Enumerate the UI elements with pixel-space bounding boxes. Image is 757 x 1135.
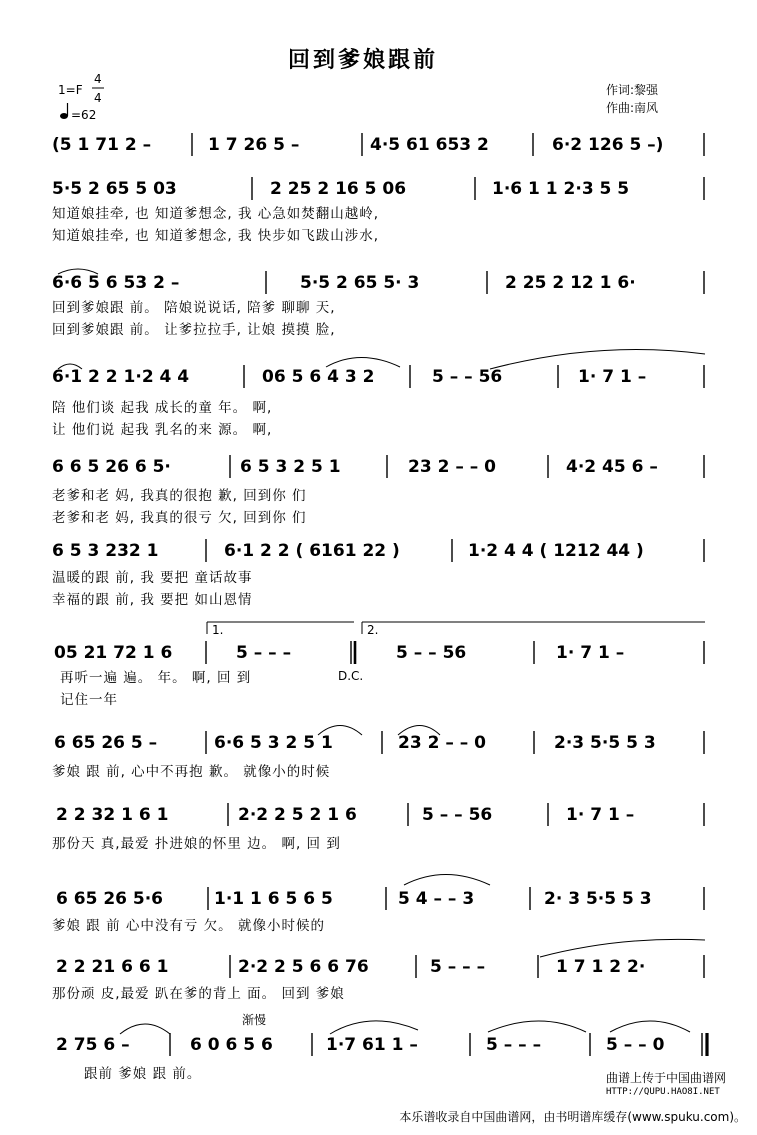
composer-credit: 作曲:南风 [606, 101, 659, 115]
lyric-verse-1: 爹娘 跟 前, 心中不再抱 歉。 就像小的时候 [52, 764, 331, 780]
score-line-2 [52, 177, 704, 244]
measure: 5 – – – [486, 1035, 542, 1055]
measure: 5·5 2 65 5 03 [52, 179, 177, 199]
lyric-verse-1: 陪 他们谈 起我 成长的童 年。 啊, [52, 400, 273, 416]
measure: 6·1 2 2 1·2 4 4 [52, 367, 190, 387]
measure: 05 21 72 1 6 [54, 643, 173, 663]
slur [610, 1021, 690, 1032]
lyric-verse-1: 那份顽 皮,最爱 趴在爹的背上 面。 回到 爹娘 [52, 986, 345, 1002]
measure: 2 75 6 – [56, 1035, 130, 1055]
measure: 6 5 3 2 5 1 [240, 457, 341, 477]
measure: 5 – – 56 [422, 805, 493, 825]
lyric-verse-1: 知道娘挂牵, 也 知道爹想念, 我 心急如焚翻山越岭, [52, 206, 380, 222]
measure: 6 65 26 5·6 [56, 889, 164, 909]
measure: 6 5 3 232 1 [52, 541, 159, 561]
measure: 1·7 61 1 – [326, 1035, 418, 1055]
time-signature-bottom: 4 [94, 91, 102, 105]
watermark-url: HTTP://QUPU.HAO8I.NET [606, 1087, 720, 1097]
tempo-change-mark: 渐慢 [242, 1013, 267, 1027]
lyric-verse-1: 爹娘 跟 前 心中没有亏 欠。 就像小时候的 [52, 918, 325, 934]
measure: 23 2 – – 0 [408, 457, 496, 477]
measure: 5 – – 56 [396, 643, 467, 663]
measure: 1· 7 1 – [556, 643, 625, 663]
site-watermark [606, 1070, 726, 1097]
measure: 4·2 45 6 – [566, 457, 658, 477]
measure: 2 2 21 6 6 1 [56, 957, 169, 977]
lyric-verse-1: 温暖的跟 前, 我 要把 童话故事 [52, 570, 253, 586]
measure: 4·5 61 653 2 [370, 135, 489, 155]
lyric-verse-1: 再听一遍 遍。 年。 啊, 回 到 [60, 670, 252, 686]
slur [404, 875, 490, 886]
measure: 6·1 2 2 ( 6161 22 ) [224, 541, 400, 561]
quarter-note-icon [60, 103, 68, 119]
measure: 2 2 32 1 6 1 [56, 805, 169, 825]
measure: 06 5 6 4 3 2 [262, 367, 375, 387]
measure: 2 25 2 12 1 6· [505, 273, 636, 293]
slur [120, 1024, 170, 1034]
lyric-verse-2: 知道娘挂牵, 也 知道爹想念, 我 快步如飞跋山涉水, [52, 228, 380, 244]
lyric-verse-1: 老爹和老 妈, 我真的很抱 歉, 回到你 们 [52, 488, 307, 504]
lyric-verse-2: 回到爹娘跟 前。 让爹拉拉手, 让娘 摸摸 脸, [52, 322, 336, 338]
measure: 1 7 26 5 – [208, 135, 300, 155]
measure: 6 6 5 26 6 5· [52, 457, 171, 477]
lyric-verse-1: 回到爹娘跟 前。 陪娘说说话, 陪爹 聊聊 天, [52, 300, 336, 316]
volta-2-label: 2. [367, 623, 379, 637]
measure: 1·2 4 4 ( 1212 44 ) [468, 541, 644, 561]
footer-note: 本乐谱收录自中国曲谱网，由书明谱库缓存(www.spuku.com)。 [399, 1110, 746, 1124]
measure: 6 65 26 5 – [54, 733, 158, 753]
measure: 5·5 2 65 5· 3 [300, 273, 420, 293]
measure: 6 0 6 5 6 [190, 1035, 273, 1055]
measure: 5 – – – [236, 643, 292, 663]
measure: 5 4 – – 3 [398, 889, 475, 909]
lyric-verse-1: 跟前 爹娘 跟 前。 [84, 1066, 202, 1082]
lyric-verse-1: 那份天 真,最爱 扑进娘的怀里 边。 啊, 回 到 [52, 836, 341, 852]
measure: 2 25 2 16 5 06 [270, 179, 407, 199]
measure: 5 – – – [430, 957, 486, 977]
da-capo-mark: D.C. [338, 669, 364, 683]
lyric-verse-2: 让 他们说 起我 乳名的来 源。 啊, [52, 422, 273, 438]
measure: 1 7 1 2 2· [556, 957, 646, 977]
score-line-9 [52, 803, 704, 852]
measure: 6·6 5 6 53 2 – [52, 273, 180, 293]
lyric-verse-2: 老爹和老 妈, 我真的很亏 欠, 回到你 们 [52, 510, 307, 526]
measure: 6·6 5 3 2 5 1 [214, 733, 333, 753]
score-line-11 [52, 939, 705, 1002]
measure: 1· 7 1 – [566, 805, 635, 825]
measure: 5 – – 56 [432, 367, 503, 387]
slur [488, 1021, 586, 1032]
score-line-1 [52, 133, 704, 156]
measure: 1·1 1 6 5 6 5 [214, 889, 333, 909]
measure: 2·3 5·5 5 3 [554, 733, 656, 753]
time-signature-top: 4 [94, 72, 102, 86]
song-title: 回到爹娘跟前 [287, 48, 439, 73]
measure: 1·6 1 1 2·3 5 5 [492, 179, 630, 199]
key-signature: 1=F [58, 83, 83, 97]
score-line-8 [52, 726, 704, 781]
measure: 1· 7 1 – [578, 367, 647, 387]
lyricist-credit: 作词:黎强 [606, 83, 659, 97]
measure: 2·2 2 5 2 1 6 [238, 805, 357, 825]
score-line-10 [52, 875, 704, 935]
measure: 2·2 2 5 6 6 76 [238, 957, 369, 977]
score-line-6 [52, 539, 704, 608]
measure: 23 2 – – 0 [398, 733, 486, 753]
score-line-4 [52, 349, 705, 438]
slur [330, 1021, 418, 1034]
measure: (5 1 71 2 – [52, 135, 152, 155]
volta-1-label: 1. [212, 623, 224, 637]
slur [326, 358, 400, 368]
measure: 2· 3 5·5 5 3 [544, 889, 652, 909]
lyric-verse-2: 记住一年 [60, 692, 118, 708]
tempo-marking: =62 [71, 108, 97, 122]
slur [540, 939, 705, 957]
watermark-text: 曲谱上传于中国曲谱网 [606, 1071, 727, 1085]
measure: 5 – – 0 [606, 1035, 665, 1055]
measure: 6·2 126 5 –) [552, 135, 664, 155]
score-line-5 [52, 455, 704, 526]
score-line-3 [52, 269, 704, 338]
score-line-7 [54, 622, 705, 708]
lyric-verse-2: 幸福的跟 前, 我 要把 如山恩情 [52, 592, 253, 608]
